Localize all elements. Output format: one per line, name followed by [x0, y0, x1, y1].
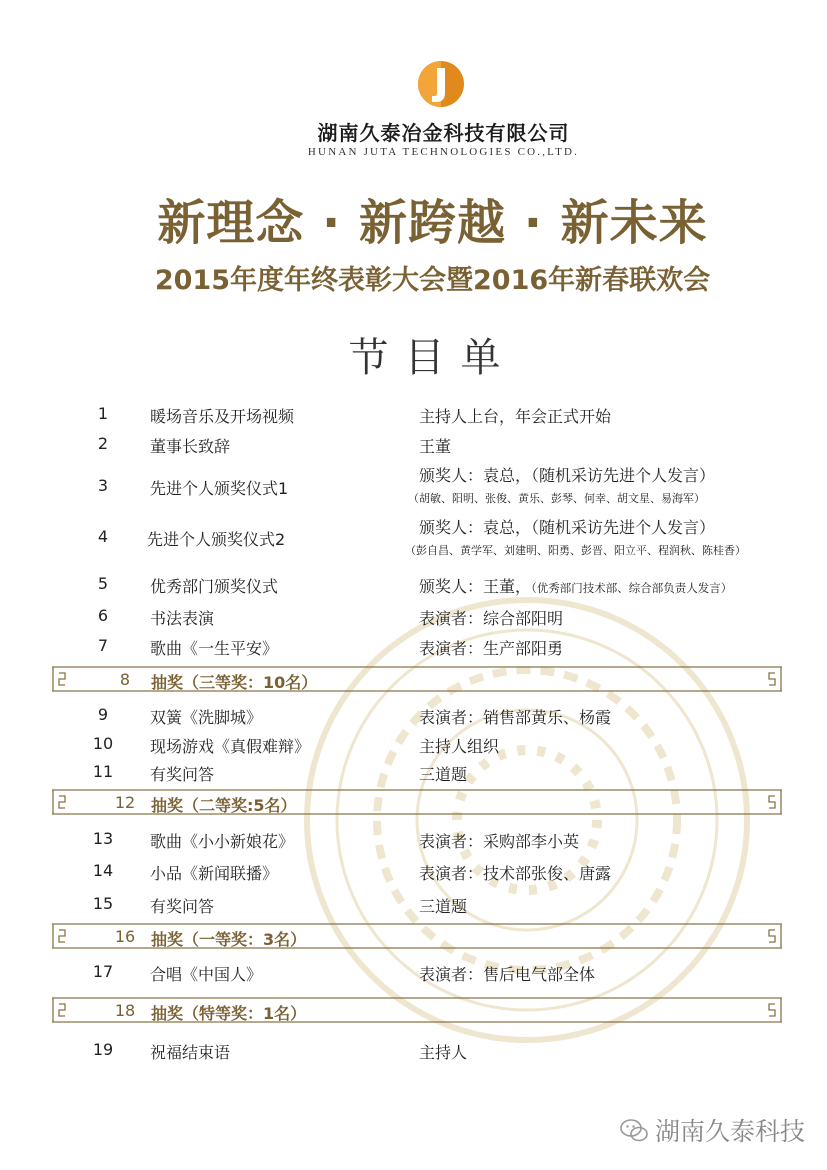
item-number: 3 — [97, 476, 109, 495]
item-name: 小品《新闻联播》 — [150, 864, 279, 883]
item-number: 14 — [92, 861, 114, 880]
footer-watermark — [619, 1112, 805, 1148]
item-name: 祝福结束语 — [150, 1043, 231, 1062]
item-name: 先进个人颁奖仪式1 — [150, 479, 289, 498]
item-name: 书法表演 — [150, 609, 215, 628]
program-title: 节目单 — [348, 335, 517, 381]
item-name: 暖场音乐及开场视频 — [150, 407, 295, 426]
item-detail: 王董 — [419, 437, 452, 456]
item-number: 6 — [97, 606, 109, 625]
item-detail: 表演者：销售部黄乐、杨霞 — [419, 708, 612, 727]
item-detail — [419, 574, 732, 597]
lottery-item-16 — [52, 923, 782, 949]
item-name: 歌曲《一生平安》 — [150, 639, 279, 658]
item-detail: 颁奖人：袁总，（随机采访先进个人发言） — [419, 518, 716, 537]
item-detail: 三道题 — [419, 897, 468, 916]
item-name: 优秀部门颁奖仪式 — [150, 577, 279, 596]
item-name: 双簧《洗脚城》 — [150, 708, 263, 727]
item-names-list: （彭自昌、黄学军、刘建明、阳勇、彭晋、阳立平、程润秋、陈桂香） — [405, 544, 746, 557]
lottery-item-12 — [52, 789, 782, 815]
item-name: 先进个人颁奖仪式2 — [147, 530, 286, 549]
item-detail: 表演者：综合部阳明 — [419, 609, 564, 628]
item-number: 13 — [92, 829, 114, 848]
item-name: 抽奖（一等奖：3名） — [151, 930, 307, 949]
company-logo-icon — [417, 60, 465, 108]
item-number: 16 — [114, 927, 136, 946]
item-number: 12 — [114, 793, 136, 812]
item-name: 有奖问答 — [150, 897, 215, 916]
item-detail: 表演者：售后电气部全体 — [419, 965, 596, 984]
item-number: 7 — [97, 636, 109, 655]
lottery-item-18 — [52, 997, 782, 1023]
item-detail: 主持人 — [419, 1043, 468, 1062]
item-number: 9 — [97, 705, 109, 724]
company-name-cn: 湖南久泰冶金科技有限公司 — [317, 121, 570, 145]
item-detail: 主持人上台，年会正式开始 — [419, 407, 612, 426]
item-name: 抽奖（特等奖：1名） — [151, 1004, 307, 1023]
lottery-item-8 — [52, 666, 782, 692]
item-number: 19 — [92, 1040, 114, 1059]
item-name: 歌曲《小小新娘花》 — [150, 832, 295, 851]
item-detail: 表演者：技术部张俊、唐露 — [419, 864, 612, 883]
item-name: 现场游戏《真假难辩》 — [150, 737, 311, 756]
item-number: 1 — [97, 404, 109, 423]
item-names-list: （胡敏、阳明、张俊、黄乐、彭琴、何幸、胡文星、易海军） — [408, 492, 705, 505]
item-name: 有奖问答 — [150, 765, 215, 784]
footer-text: 湖南久泰科技 — [654, 1117, 805, 1146]
item-number: 8 — [119, 670, 131, 689]
item-name: 董事长致辞 — [150, 437, 231, 456]
item-detail: 颁奖人：袁总，（随机采访先进个人发言） — [419, 466, 716, 485]
item-detail: 表演者：采购部李小英 — [419, 832, 580, 851]
item-detail-note: （优秀部门技术部、综合部负责人发言） — [531, 581, 733, 595]
item-number: 18 — [114, 1001, 136, 1020]
item-detail: 主持人组织 — [419, 737, 500, 756]
item-number: 10 — [92, 734, 114, 753]
item-name: 抽奖（三等奖：10名） — [151, 673, 318, 692]
item-number: 17 — [92, 962, 114, 981]
item-detail-main: 颁奖人：王董， — [419, 577, 532, 596]
item-number: 15 — [92, 894, 114, 913]
item-detail: 表演者：生产部阳勇 — [419, 639, 564, 658]
main-title: 新理念 · 新跨越 · 新未来 — [157, 195, 708, 251]
item-number: 5 — [97, 574, 109, 593]
sub-title: 2015年度年终表彰大会暨2016年新春联欢会 — [154, 265, 711, 296]
item-number: 2 — [97, 434, 109, 453]
item-number: 11 — [92, 762, 114, 781]
wechat-icon — [619, 1118, 649, 1144]
item-detail: 三道题 — [419, 765, 468, 784]
item-name: 合唱《中国人》 — [150, 965, 263, 984]
item-number: 4 — [97, 527, 109, 546]
item-name: 抽奖（二等奖:5名） — [151, 796, 297, 815]
company-name-en: HUNAN JUTA TECHNOLOGIES CO.,LTD. — [307, 146, 580, 158]
